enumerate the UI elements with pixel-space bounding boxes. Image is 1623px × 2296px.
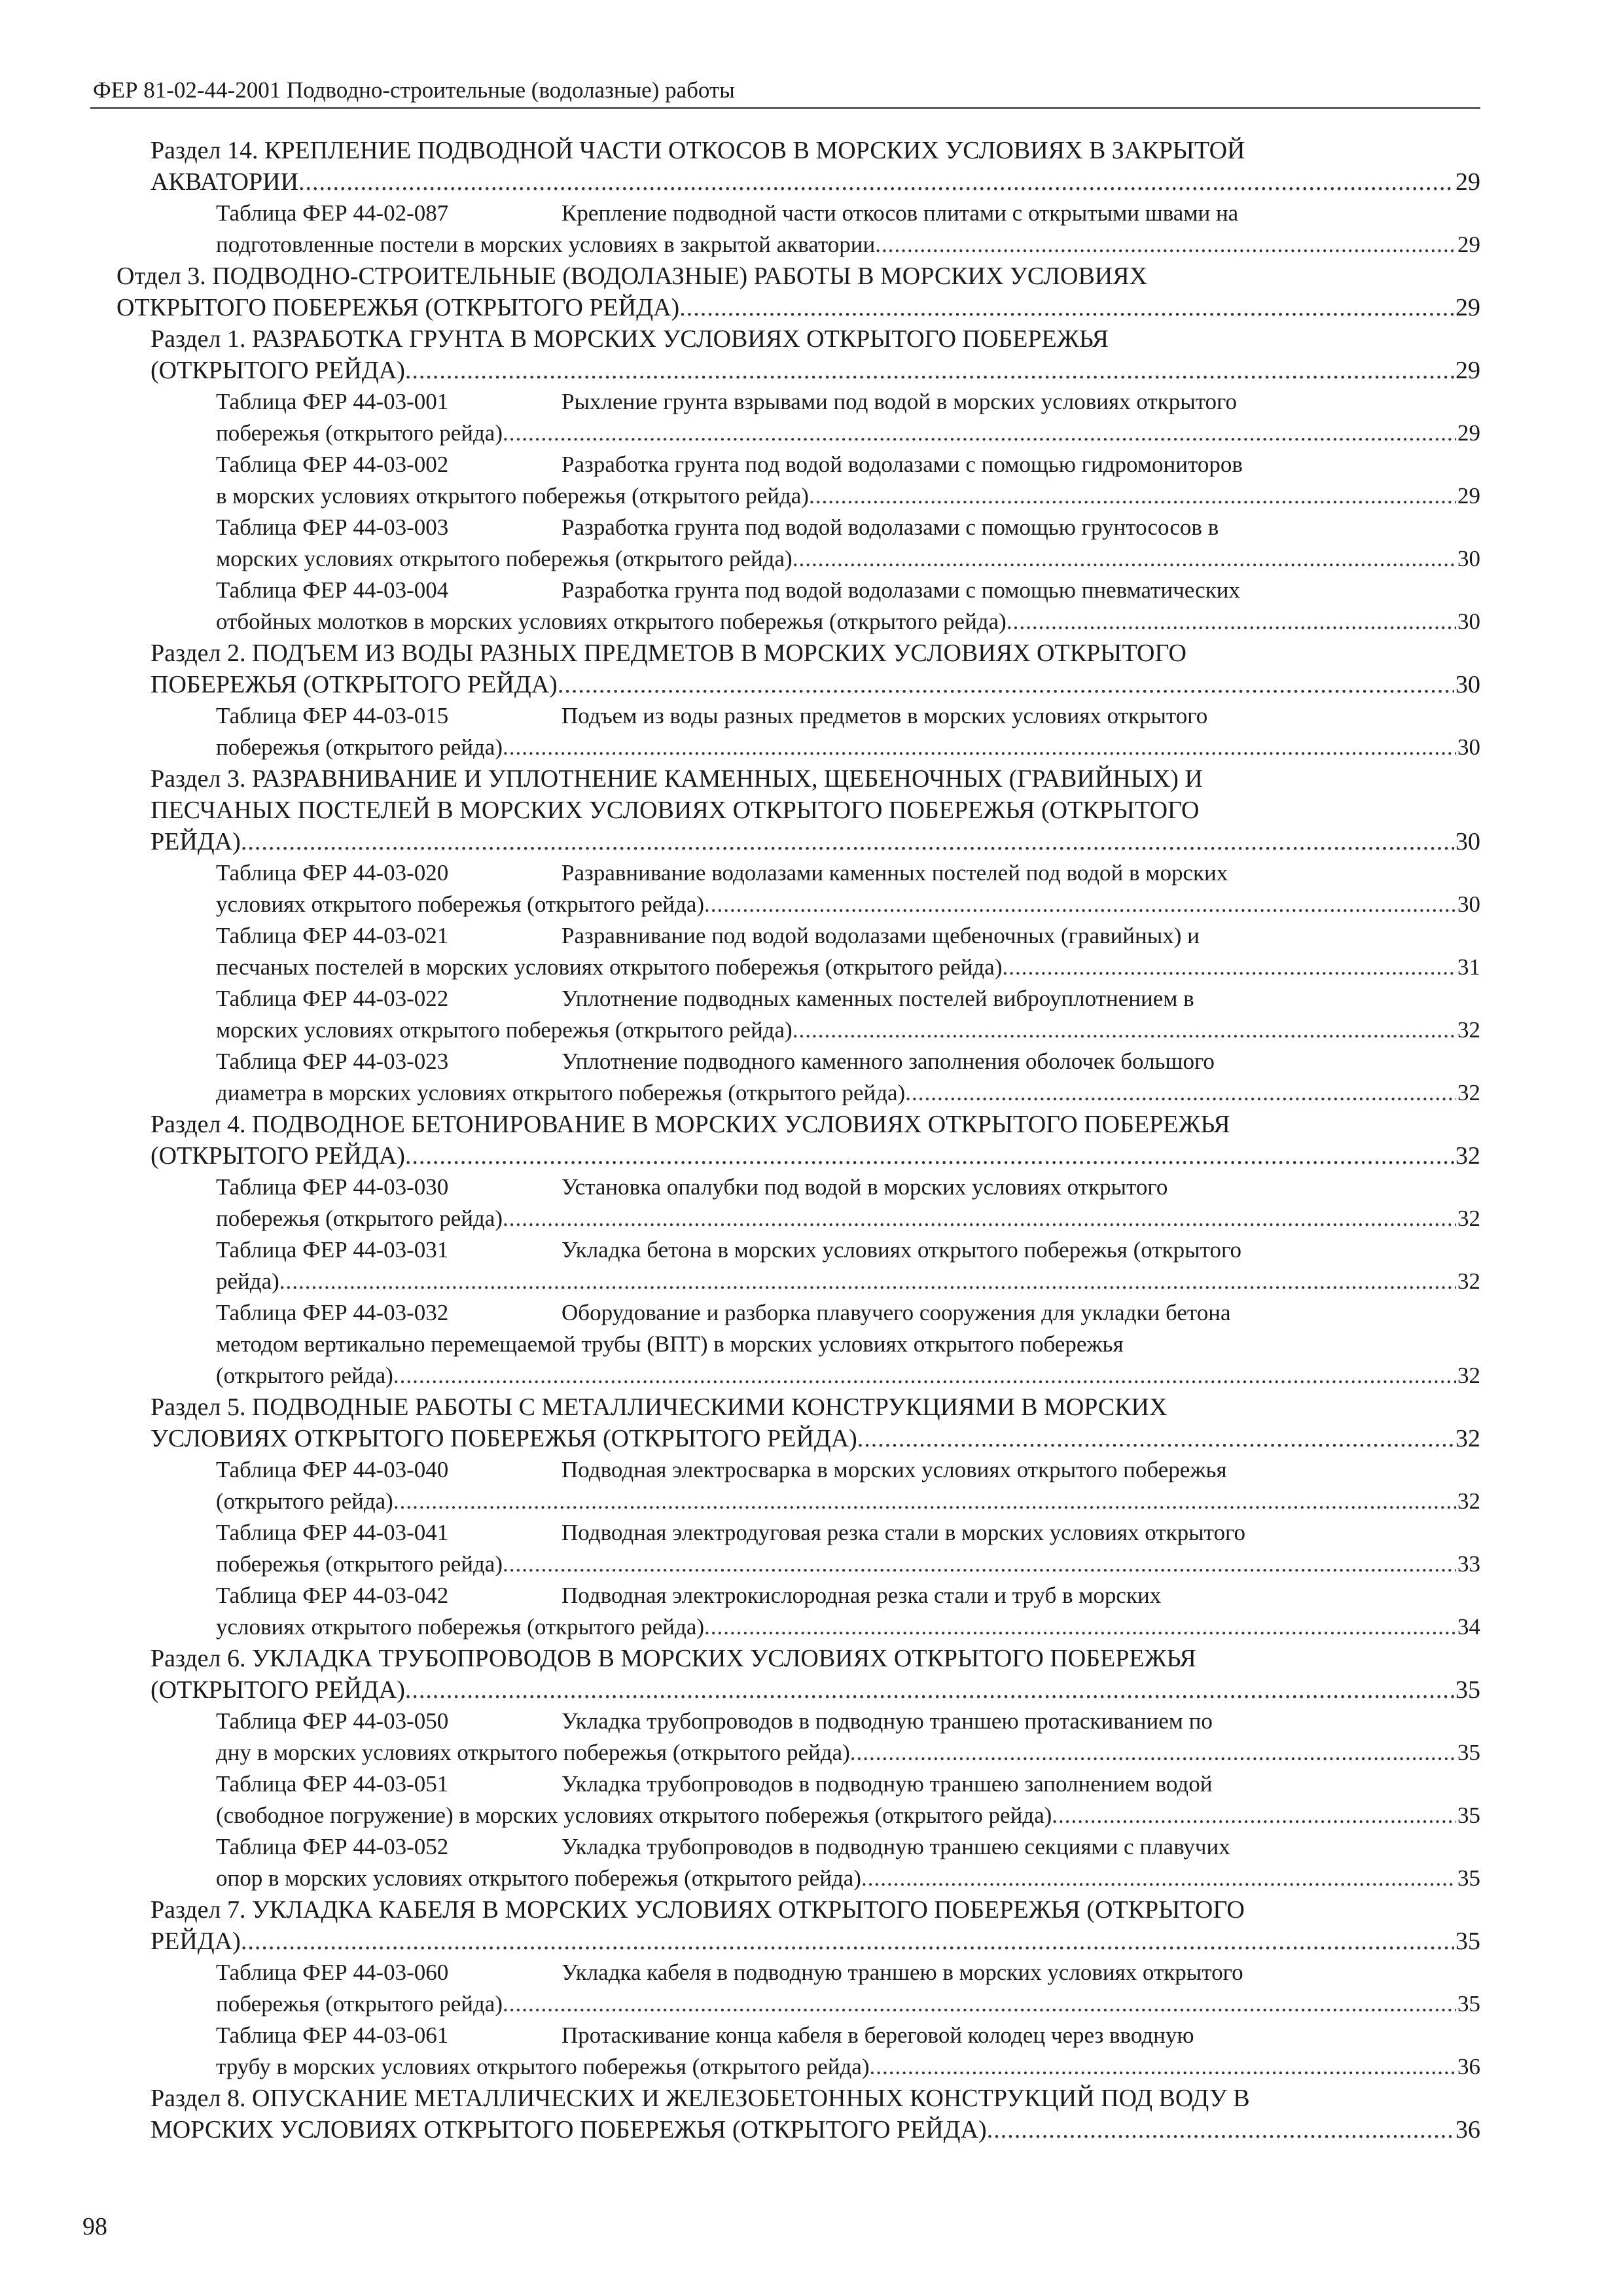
toc-entry-title-end: РЕЙДА) [151, 828, 241, 855]
toc-entry-title-end: морских условиях открытого побережья (открытого рейда) [216, 546, 793, 571]
toc-table-code: Таблица ФЕР 44-03-022 [216, 986, 449, 1011]
toc-entry-line [216, 2020, 1480, 2051]
leader-dots [905, 1077, 1456, 1109]
toc-table-code: Таблица ФЕР 44-03-004 [216, 577, 449, 603]
leader-dots [875, 229, 1456, 260]
toc-entry[interactable] [216, 1046, 1480, 1109]
toc-page-number: 35 [1457, 1740, 1480, 1765]
toc-entry-last-line [216, 2051, 1480, 2083]
toc-entry-line [216, 1580, 1480, 1611]
toc-entry-line [216, 449, 1480, 480]
toc-table-code: Таблица ФЕР 44-03-001 [216, 389, 449, 414]
toc-entry-title-end: опор в морских условиях открытого побережья (открытого рейда) [216, 1865, 861, 1891]
toc-entry-last-line [151, 1926, 1480, 1957]
toc-entry-title-end: условиях открытого побережья (открытого рейда) [216, 891, 705, 917]
toc-entry-title: Подводная электросварка в морских условиях открытого побережья [562, 1457, 1227, 1482]
toc-entry-title-end: ОТКРЫТОГО ПОБЕРЕЖЬЯ (ОТКРЫТОГО РЕЙДА) [116, 294, 680, 321]
leader-dots [704, 1611, 1456, 1643]
toc-entry[interactable] [216, 512, 1480, 575]
leader-dots [298, 166, 1454, 198]
toc-entry-line [216, 983, 1480, 1014]
toc-entry-line [216, 1046, 1480, 1077]
leader-dots [857, 1423, 1454, 1454]
leader-dots [850, 1737, 1456, 1768]
toc-entry-last-line [216, 1737, 1480, 1768]
toc-page-number: 30 [1457, 609, 1480, 634]
leader-dots [861, 1863, 1456, 1894]
toc-page-number: 35 [1457, 1991, 1480, 2017]
leader-dots [1052, 1800, 1456, 1831]
toc-entry[interactable] [216, 386, 1480, 449]
toc-entry-title: Укладка трубопроводов в подводную траншею секциями с плавучих [562, 1834, 1230, 1859]
toc-entry-line: Раздел 2. ПОДЪЕМ ИЗ ВОДЫ РАЗНЫХ ПРЕДМЕТОВ В МОРСКИХ УСЛОВИЯХ ОТКРЫТОГО [151, 639, 1186, 667]
toc-entry-line: Раздел 6. УКЛАДКА ТРУБОПРОВОДОВ В МОРСКИХ УСЛОВИЯХ ОТКРЫТОГО ПОБЕРЕЖЬЯ [151, 1645, 1196, 1672]
toc-entry[interactable] [216, 1768, 1480, 1831]
toc-entry-last-line [151, 1423, 1480, 1454]
leader-dots [503, 418, 1456, 449]
toc-entry-title-end: (ОТКРЫТОГО РЕЙДА) [151, 357, 405, 384]
toc-entry-line: Раздел 4. ПОДВОДНОЕ БЕТОНИРОВАНИЕ В МОРСКИХ УСЛОВИЯХ ОТКРЫТОГО ПОБЕРЕЖЬЯ [151, 1111, 1230, 1138]
toc-entry-line [216, 386, 1480, 418]
toc-entry-title-end: (ОТКРЫТОГО РЕЙДА) [151, 1142, 405, 1170]
toc-table-code: Таблица ФЕР 44-03-030 [216, 1174, 449, 1200]
leader-dots [1007, 606, 1456, 637]
toc-entry-title-end: побережья (открытого рейда) [216, 1551, 503, 1577]
toc-entry-title-end: МОРСКИХ УСЛОВИЯХ ОТКРЫТОГО ПОБЕРЕЖЬЯ (ОТКРЫТОГО РЕЙДА) [151, 2116, 987, 2144]
toc-entry-last-line [151, 1674, 1480, 1706]
toc-entry-line [216, 857, 1480, 889]
toc-entry-title-end: побережья (открытого рейда) [216, 420, 503, 446]
toc-entry-line [216, 1768, 1480, 1800]
toc-entry-line [216, 920, 1480, 952]
toc-entry-last-line [151, 2114, 1480, 2145]
toc-page-number: 34 [1457, 1614, 1480, 1640]
toc-entry-last-line [216, 1203, 1480, 1234]
toc-entry-line: Раздел 3. РАЗРАВНИВАНИЕ И УПЛОТНЕНИЕ КАМЕННЫХ, ЩЕБЕНОЧНЫХ (ГРАВИЙНЫХ) И [151, 765, 1203, 793]
toc-entry-last-line [151, 1140, 1480, 1172]
toc-entry-title: Крепление подводной части откосов плитами с открытыми швами на [562, 200, 1239, 226]
toc-page-number: 30 [1457, 546, 1480, 571]
leader-dots [869, 2051, 1456, 2083]
toc-table-code: Таблица ФЕР 44-03-052 [216, 1834, 449, 1859]
toc-entry-last-line [216, 1014, 1480, 1046]
toc-entry-title-end: (открытого рейда) [216, 1363, 393, 1388]
toc-entry[interactable] [216, 1517, 1480, 1580]
toc-entry-last-line [216, 1988, 1480, 2020]
leader-dots [503, 732, 1456, 763]
toc-page-number: 35 [1457, 1865, 1480, 1891]
toc-entry-title: Подводная электродуговая резка стали в морских условиях открытого [562, 1520, 1245, 1545]
page-number: 98 [82, 2213, 107, 2240]
toc-page-number: 31 [1457, 954, 1480, 980]
toc-entry-title: Укладка трубопроводов в подводную траншею заполнением водой [562, 1771, 1213, 1797]
toc-page-number: 32 [1457, 1268, 1480, 1294]
toc-page-number: 35 [1455, 1676, 1480, 1704]
toc-table-code: Таблица ФЕР 44-03-031 [216, 1237, 449, 1263]
toc-table-code: Таблица ФЕР 44-03-020 [216, 860, 449, 886]
toc-page-number: 32 [1457, 1488, 1480, 1514]
leader-dots [279, 1266, 1456, 1297]
toc-page-number: 35 [1457, 1803, 1480, 1828]
toc-table-code: Таблица ФЕР 44-03-041 [216, 1520, 449, 1545]
toc-entry-title: Уплотнение подводного каменного заполнения оболочек большого [562, 1049, 1215, 1074]
leader-dots [704, 889, 1456, 920]
toc-entry-title-end: в морских условиях открытого побережья (открытого рейда) [216, 483, 809, 509]
toc-entry-last-line [151, 355, 1480, 386]
toc-entry[interactable] [216, 1234, 1480, 1297]
toc-entry[interactable] [216, 857, 1480, 920]
toc-entry-line: Раздел 14. КРЕПЛЕНИЕ ПОДВОДНОЙ ЧАСТИ ОТКОСОВ В МОРСКИХ УСЛОВИЯХ В ЗАКРЫТОЙ [151, 137, 1245, 164]
toc-entry-line: Раздел 1. РАЗРАБОТКА ГРУНТА В МОРСКИХ УСЛОВИЯХ ОТКРЫТОГО ПОБЕРЕЖЬЯ [151, 325, 1109, 353]
toc-entry[interactable] [216, 1172, 1480, 1234]
toc-entry-line [216, 575, 1480, 606]
toc-entry[interactable] [151, 763, 1480, 857]
toc-table-code: Таблица ФЕР 44-03-042 [216, 1583, 449, 1608]
toc-page-number: 30 [1457, 734, 1480, 760]
leader-dots [793, 543, 1456, 575]
leader-dots [809, 480, 1456, 512]
running-header: ФЕР 81-02-44-2001 Подводно-строительные (водолазные) работы [93, 77, 735, 103]
toc-entry-line: Раздел 8. ОПУСКАНИЕ МЕТАЛЛИЧЕСКИХ И ЖЕЛЕЗОБЕТОННЫХ КОНСТРУКЦИЙ ПОД ВОДУ В [151, 2085, 1250, 2112]
toc-entry[interactable] [151, 2083, 1480, 2145]
toc-entry-title: Укладка кабеля в подводную траншею в морских условиях открытого [562, 1960, 1243, 1985]
toc-entry-title-end: побережья (открытого рейда) [216, 734, 503, 760]
toc-page-number: 32 [1457, 1206, 1480, 1231]
toc-table-code: Таблица ФЕР 44-03-003 [216, 514, 449, 540]
toc-entry-last-line [151, 669, 1480, 700]
toc-entry-title-end: побережья (открытого рейда) [216, 1206, 503, 1231]
toc-entry-title: Разравнивание водолазами каменных постелей под водой в морских [562, 860, 1228, 886]
toc-entry-title-end: (открытого рейда) [216, 1488, 393, 1514]
toc-entry[interactable] [151, 1643, 1480, 1706]
toc-entry-title-end: трубу в морских условиях открытого побережья (открытого рейда) [216, 2054, 870, 2079]
toc-entry-last-line [216, 952, 1480, 983]
toc-page-number: 32 [1457, 1363, 1480, 1388]
leader-dots [679, 292, 1454, 323]
leader-dots [241, 1926, 1454, 1957]
toc-entry-title-end: подготовленные постели в морских условиях в закрытой акватории [216, 232, 876, 257]
toc-entry[interactable] [216, 2020, 1480, 2083]
toc-table-code: Таблица ФЕР 44-03-002 [216, 452, 449, 477]
toc-table-code: Таблица ФЕР 44-03-040 [216, 1457, 449, 1482]
toc-table-code: Таблица ФЕР 44-03-021 [216, 923, 449, 948]
toc-entry-last-line [216, 606, 1480, 637]
toc-entry-title-end: побережья (открытого рейда) [216, 1991, 503, 2017]
toc-entry-last-line [216, 480, 1480, 512]
toc-entry-last-line [216, 418, 1480, 449]
toc-page-number: 29 [1455, 294, 1480, 321]
toc-entry-last-line [216, 1360, 1480, 1391]
leader-dots [558, 669, 1454, 700]
toc-entry-title: Подводная электрокислородная резка стали и труб в морских [562, 1583, 1162, 1608]
toc-entry-last-line [216, 1800, 1480, 1831]
toc-entry[interactable] [116, 260, 1480, 323]
leader-dots [405, 355, 1454, 386]
toc-entry-title-end: отбойных молотков в морских условиях открытого побережья (открытого рейда) [216, 609, 1007, 634]
toc-entry-line [216, 198, 1480, 229]
toc-page-number: 36 [1455, 2116, 1480, 2144]
toc-entry-title-end: ПОБЕРЕЖЬЯ (ОТКРЫТОГО РЕЙДА) [151, 671, 558, 698]
toc-table-code: Таблица ФЕР 44-03-061 [216, 2022, 449, 2048]
toc-entry-title: Подъем из воды разных предметов в морских условиях открытого [562, 703, 1208, 728]
toc-entry-last-line [216, 1077, 1480, 1109]
toc-entry[interactable] [151, 637, 1480, 700]
toc-entry-title: Рыхление грунта взрывами под водой в морских условиях открытого [562, 389, 1238, 414]
toc-entry-line: Раздел 7. УКЛАДКА КАБЕЛЯ В МОРСКИХ УСЛОВИЯХ ОТКРЫТОГО ПОБЕРЕЖЬЯ (ОТКРЫТОГО [151, 1896, 1245, 1924]
toc-entry-title-end: (ОТКРЫТОГО РЕЙДА) [151, 1676, 405, 1704]
toc-entry-line [216, 512, 1480, 543]
toc-page-number: 32 [1457, 1080, 1480, 1105]
toc-entry-title-end: диаметра в морских условиях открытого побережья (открытого рейда) [216, 1080, 906, 1105]
toc-page-number: 30 [1455, 828, 1480, 855]
toc-entry-line [216, 1517, 1480, 1549]
toc-entry-line [216, 1706, 1480, 1737]
toc-entry-last-line [151, 166, 1480, 198]
toc-entry-title-end: рейда) [216, 1268, 279, 1294]
leader-dots [503, 1549, 1456, 1580]
toc-entry[interactable] [216, 1297, 1480, 1391]
toc-entry[interactable] [216, 1706, 1480, 1768]
toc-entry-last-line [216, 1486, 1480, 1517]
leader-dots [987, 2114, 1454, 2145]
toc-entry[interactable] [216, 449, 1480, 512]
toc-page-number: 36 [1457, 2054, 1480, 2079]
toc-entry-title: Разравнивание под водой водолазами щебеночных (гравийных) и [562, 923, 1200, 948]
toc-table-code: Таблица ФЕР 44-03-015 [216, 703, 449, 728]
toc-page-number: 32 [1455, 1142, 1480, 1170]
toc-entry-line: методом вертикально перемещаемой трубы (ВПТ) в морских условиях открытого побережья [216, 1331, 1124, 1357]
toc-page-number: 30 [1455, 671, 1480, 698]
toc-entry-title-end: УСЛОВИЯХ ОТКРЫТОГО ПОБЕРЕЖЬЯ (ОТКРЫТОГО РЕЙДА) [151, 1425, 857, 1452]
toc-page-number: 29 [1455, 357, 1480, 384]
toc-entry-title: Установка опалубки под водой в морских условиях открытого [562, 1174, 1168, 1200]
toc-entry-last-line [216, 1266, 1480, 1297]
toc-entry-title: Разработка грунта под водой водолазами с помощью пневматических [562, 577, 1240, 603]
toc-entry-title: Разработка грунта под водой водолазами с помощью грунтососов в [562, 514, 1219, 540]
toc-page-number: 29 [1457, 483, 1480, 509]
toc-entry-title-end: АКВАТОРИИ [151, 168, 299, 196]
toc-page-number: 30 [1457, 891, 1480, 917]
toc-entry-line [216, 1297, 1480, 1329]
leader-dots [393, 1486, 1456, 1517]
toc-table-code: Таблица ФЕР 44-03-032 [216, 1300, 449, 1325]
toc-table-code: Таблица ФЕР 44-03-060 [216, 1960, 449, 1985]
toc-entry-title: Протаскивание конца кабеля в береговой колодец через вводную [562, 2022, 1194, 2048]
toc-page-number: 29 [1457, 420, 1480, 446]
toc-table-code: Таблица ФЕР 44-03-023 [216, 1049, 449, 1074]
toc-entry[interactable] [151, 1391, 1480, 1454]
toc-entry-last-line [216, 732, 1480, 763]
toc-entry-title-end: песчаных постелей в морских условиях открытого побережья (открытого рейда) [216, 954, 1003, 980]
toc-entry-title-end: морских условиях открытого побережья (открытого рейда) [216, 1017, 793, 1043]
toc-entry-line [216, 1454, 1480, 1486]
toc-entry-title-end: РЕЙДА) [151, 1928, 241, 1955]
toc-page-number: 33 [1457, 1551, 1480, 1577]
toc-entry-line [216, 700, 1480, 732]
toc-entry-line [216, 1831, 1480, 1863]
toc-entry[interactable] [151, 323, 1480, 386]
toc-entry[interactable] [216, 1454, 1480, 1517]
leader-dots [393, 1360, 1456, 1391]
toc-entry[interactable] [151, 135, 1480, 198]
leader-dots [503, 1988, 1456, 2020]
toc-page-number: 32 [1455, 1425, 1480, 1452]
leader-dots [241, 826, 1454, 857]
leader-dots [405, 1674, 1454, 1706]
toc-entry[interactable] [216, 1957, 1480, 2020]
leader-dots [503, 1203, 1456, 1234]
toc-table-code: Таблица ФЕР 44-03-051 [216, 1771, 449, 1797]
toc-entry[interactable] [216, 983, 1480, 1046]
toc-entry-line: Раздел 5. ПОДВОДНЫЕ РАБОТЫ С МЕТАЛЛИЧЕСКИМИ КОНСТРУКЦИЯМИ В МОРСКИХ [151, 1393, 1168, 1421]
toc-entry[interactable] [216, 198, 1480, 260]
toc-entry-title: Укладка бетона в морских условиях открытого побережья (открытого [562, 1237, 1241, 1263]
toc-table-code: Таблица ФЕР 44-03-050 [216, 1708, 449, 1734]
toc-entry-line: ПЕСЧАНЫХ ПОСТЕЛЕЙ В МОРСКИХ УСЛОВИЯХ ОТКРЫТОГО ПОБЕРЕЖЬЯ (ОТКРЫТОГО [151, 797, 1200, 824]
toc-entry[interactable] [216, 700, 1480, 763]
toc-page-number: 35 [1455, 1928, 1480, 1955]
leader-dots [1003, 952, 1456, 983]
toc-entry-title-end: (свободное погружение) в морских условиях открытого побережья (открытого рейда) [216, 1803, 1052, 1828]
toc-entry-last-line [216, 889, 1480, 920]
toc-entry-last-line [216, 229, 1480, 260]
toc-entry-title-end: дну в морских условиях открытого побережья (открытого рейда) [216, 1740, 850, 1765]
toc-entry-line: Отдел 3. ПОДВОДНО-СТРОИТЕЛЬНЫЕ (ВОДОЛАЗНЫЕ) РАБОТЫ В МОРСКИХ УСЛОВИЯХ [116, 262, 1148, 290]
toc-entry-last-line [216, 543, 1480, 575]
toc-page-number: 32 [1457, 1017, 1480, 1043]
toc-entry-last-line [116, 292, 1480, 323]
leader-dots [405, 1140, 1454, 1172]
leader-dots [793, 1014, 1456, 1046]
toc-entry-title: Уплотнение подводных каменных постелей виброуплотнением в [562, 986, 1194, 1011]
toc-entry[interactable] [216, 1580, 1480, 1643]
toc-entry-line [216, 1172, 1480, 1203]
toc-table-code: Таблица ФЕР 44-02-087 [216, 200, 449, 226]
toc-entry[interactable] [151, 1894, 1480, 1957]
toc-entry-title-end: условиях открытого побережья (открытого рейда) [216, 1614, 705, 1640]
toc-entry-title: Укладка трубопроводов в подводную траншею протаскиванием по [562, 1708, 1213, 1734]
toc-entry[interactable] [216, 1831, 1480, 1894]
toc-entry[interactable] [216, 920, 1480, 983]
toc-entry-title: Оборудование и разборка плавучего сооружения для укладки бетона [562, 1300, 1231, 1325]
toc-entry-last-line [216, 1611, 1480, 1643]
toc-entry-title: Разработка грунта под водой водолазами с помощью гидромониторов [562, 452, 1243, 477]
toc-entry-last-line [216, 1549, 1480, 1580]
toc-page-number: 29 [1455, 168, 1480, 196]
header-rule [90, 107, 1480, 109]
toc-entry-last-line [216, 1863, 1480, 1894]
toc-entry-line [216, 1957, 1480, 1988]
toc-entry[interactable] [151, 1109, 1480, 1172]
toc-entry[interactable] [216, 575, 1480, 637]
toc-entry-last-line [151, 826, 1480, 857]
toc-page-number: 29 [1457, 232, 1480, 257]
toc-entry-line [216, 1234, 1480, 1266]
